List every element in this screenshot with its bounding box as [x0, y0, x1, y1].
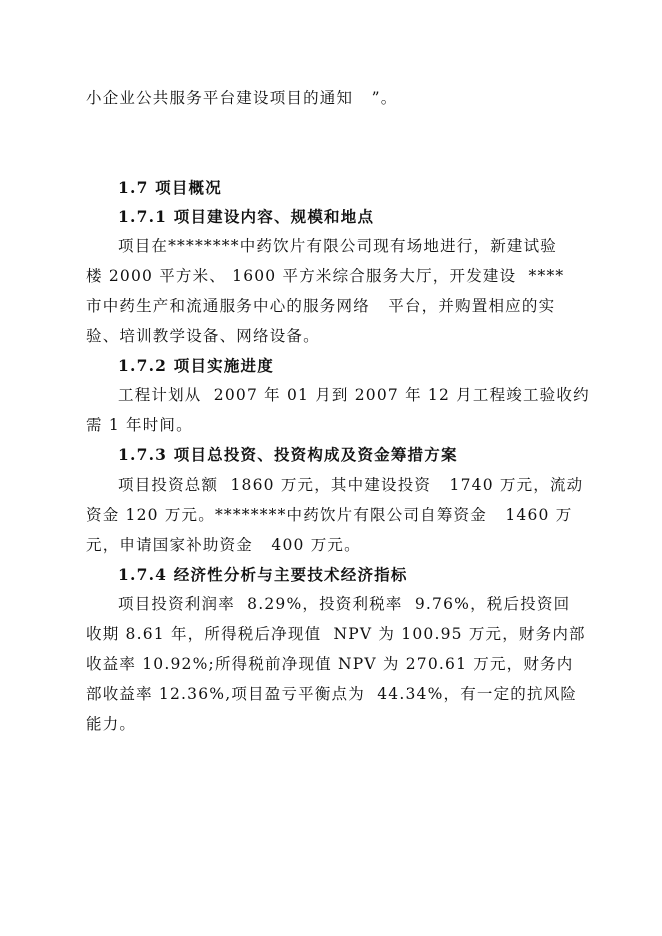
section-1-7-1-line-2: 楼 2000 平方米、 1600 平方米综合服务大厅，开发建设 **** [86, 267, 565, 285]
intro-line: 小企业公共服务平台建设项目的通知 ”。 [86, 89, 398, 107]
section-1-7-4-heading: 1.7.4 经济性分析与主要技术经济指标 [118, 565, 408, 584]
section-1-7-1-heading: 1.7.1 项目建设内容、规模和地点 [118, 207, 375, 226]
section-1-7-3-line-3: 元，申请国家补助资金 400 万元。 [86, 536, 361, 554]
section-1-7-4-line-4: 部收益率 12.36%,项目盈亏平衡点为 44.34%，有一定的抗风险 [86, 685, 578, 703]
section-1-7-2-heading: 1.7.2 项目实施进度 [118, 356, 274, 375]
section-1-7-1-line-1: 项目在********中药饮片有限公司现有场地进行，新建试验 [118, 237, 558, 255]
section-1-7-3-line-2: 资金 120 万元。********中药饮片有限公司自筹资金 1460 万 [86, 506, 573, 524]
section-1-7-4-line-5: 能力。 [86, 715, 137, 733]
section-1-7-3-line-1: 项目投资总额 1860 万元，其中建设投资 1740 万元，流动 [118, 476, 584, 494]
section-1-7-4-line-3: 收益率 10.92%;所得税前净现值 NPV 为 270.61 万元，财务内 [86, 655, 574, 673]
section-1-7-4-line-2: 收期 8.61 年，所得税后净现值 NPV 为 100.95 万元，财务内部 [86, 625, 586, 643]
section-1-7-2-line-2: 需 1 年时间。 [86, 416, 193, 434]
section-1-7-1-line-3: 市中药生产和流通服务中心的服务网络 平台，并购置相应的实 [86, 297, 556, 315]
section-1-7-2-line-1: 工程计划从 2007 年 01 月到 2007 年 12 月工程竣工验收约 [118, 386, 590, 404]
section-1-7-heading: 1.7 项目概况 [118, 178, 222, 197]
section-1-7-1-line-4: 验、培训教学设备、网络设备。 [86, 327, 320, 345]
section-1-7-4-line-1: 项目投资利润率 8.29%，投资利税率 9.76%，税后投资回 [118, 595, 571, 613]
section-1-7-3-heading: 1.7.3 项目总投资、投资构成及资金筹措方案 [118, 445, 458, 464]
